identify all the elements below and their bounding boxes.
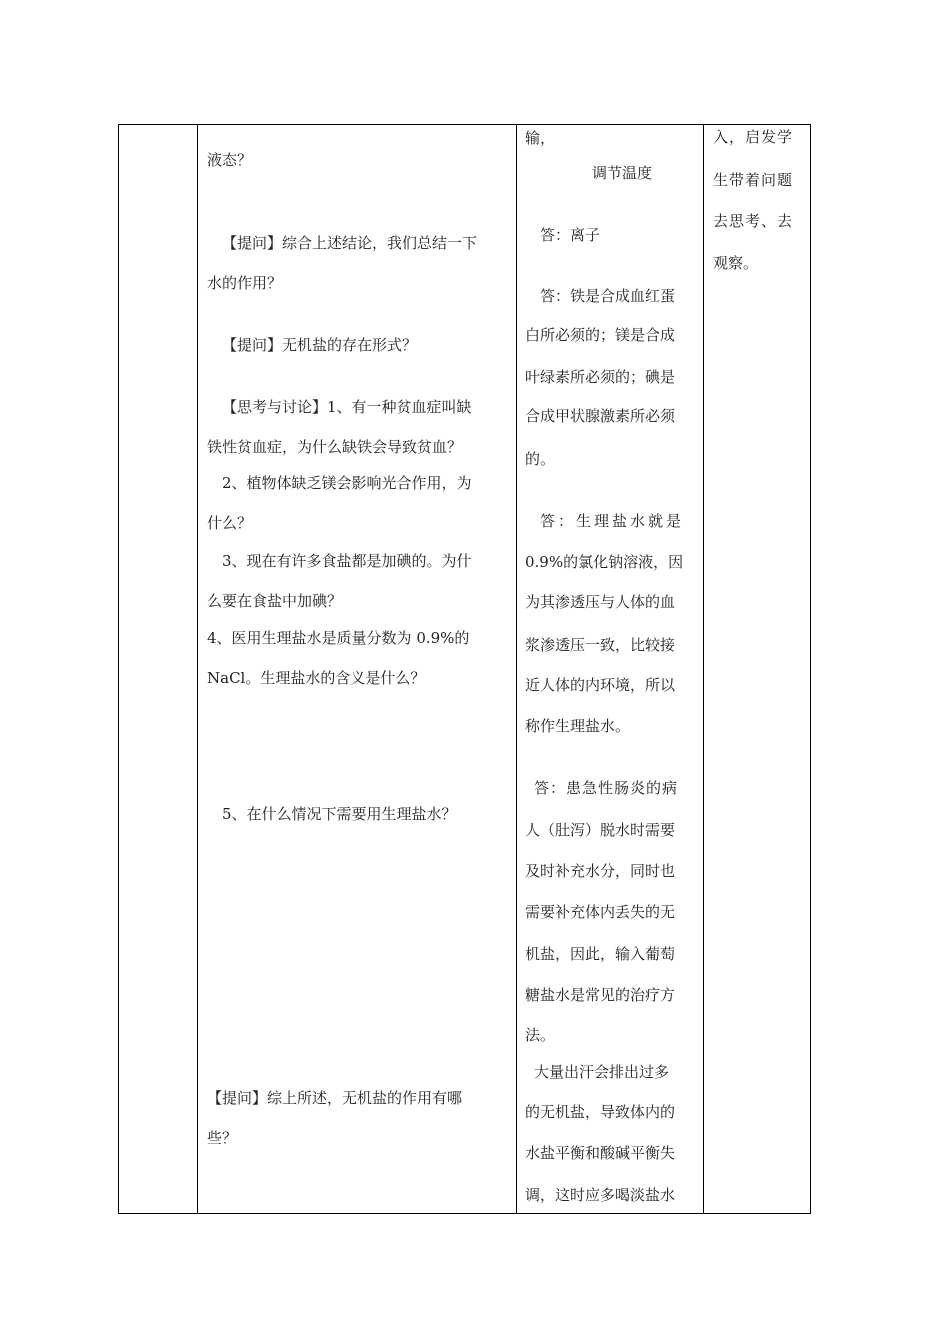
answer-text-line: 调，这时应多喝淡盐水 xyxy=(525,1186,676,1204)
answer-text-line: 法。 xyxy=(525,1026,556,1044)
answer-text-line: 输， xyxy=(525,129,556,147)
intent-text-line: 去思考、去 xyxy=(713,212,794,230)
answer-text-line: 需要补充体内丢失的无 xyxy=(525,903,676,921)
teacher-text-line: 液态？ xyxy=(207,151,253,169)
answer-text-line: 水盐平衡和酸碱平衡失 xyxy=(525,1144,676,1162)
answer-text-line: 为其渗透压与人体的血 xyxy=(525,593,676,611)
answer-text-line: 糖盐水是常见的治疗方 xyxy=(525,986,676,1004)
teacher-text-line: 【提问】综合上述结论，我们总结一下 xyxy=(222,234,478,252)
answer-text-line: 答：生理盐水就是 xyxy=(540,512,685,530)
teacher-text-line: 【提问】综上所述，无机盐的作用有哪 xyxy=(207,1089,463,1107)
teacher-text-line: NaCl。生理盐水的含义是什么？ xyxy=(207,669,426,687)
answer-text-line: 及时补充水分，同时也 xyxy=(525,862,676,880)
answer-text-line: 近人体的内环境，所以 xyxy=(525,676,676,694)
answer-text-line: 0.9%的氯化钠溶液，因 xyxy=(525,553,684,571)
teacher-text-line: 铁性贫血症，为什么缺铁会导致贫血？ xyxy=(207,438,463,456)
answer-text-line: 浆渗透压一致，比较接 xyxy=(525,636,676,654)
column-divider xyxy=(197,125,198,1213)
intent-text-line: 观察。 xyxy=(713,254,759,272)
teacher-text-line: 【思考与讨论】1、有一种贫血症叫缺 xyxy=(222,398,472,416)
teacher-text-line: 3、现在有许多食盐都是加碘的。为什 xyxy=(222,552,472,570)
answer-text-line: 答：离子 xyxy=(540,226,601,244)
teacher-text-line: 么要在食盐中加碘？ xyxy=(207,592,343,610)
answer-text-line: 白所必须的；镁是合成 xyxy=(525,326,676,344)
intent-text-line: 入，启发学 xyxy=(713,128,794,146)
answer-text-line: 答：铁是合成血红蛋 xyxy=(540,287,676,305)
answer-text-line: 调节温度 xyxy=(592,164,653,182)
column-divider xyxy=(516,125,517,1213)
answer-text-line: 合成甲状腺激素所必须 xyxy=(525,407,676,425)
column-divider xyxy=(703,125,704,1213)
intent-text-line: 生带着问题 xyxy=(713,171,794,189)
answer-text-line: 大量出汗会排出过多 xyxy=(534,1063,670,1081)
answer-text-line: 叶绿素所必须的；碘是 xyxy=(525,368,676,386)
answer-text-line: 的无机盐，导致体内的 xyxy=(525,1103,676,1121)
answer-text-line: 答：患急性肠炎的病 xyxy=(534,779,679,797)
teacher-text-line: 什么？ xyxy=(207,514,253,532)
answer-text-line: 机盐，因此，输入葡萄 xyxy=(525,945,676,963)
teacher-text-line: 2、植物体缺乏镁会影响光合作用，为 xyxy=(222,474,472,492)
teacher-text-line: 些？ xyxy=(207,1129,238,1147)
teacher-text-line: 5、在什么情况下需要用生理盐水？ xyxy=(222,805,457,823)
answer-text-line: 人（肚泻）脱水时需要 xyxy=(525,821,676,839)
teacher-text-line: 4、医用生理盐水是质量分数为 0.9%的 xyxy=(207,629,470,647)
answer-text-line: 的。 xyxy=(525,450,556,468)
teacher-text-line: 【提问】无机盐的存在形式？ xyxy=(222,336,418,354)
answer-text-line: 称作生理盐水。 xyxy=(525,717,631,735)
teacher-text-line: 水的作用？ xyxy=(207,274,283,292)
